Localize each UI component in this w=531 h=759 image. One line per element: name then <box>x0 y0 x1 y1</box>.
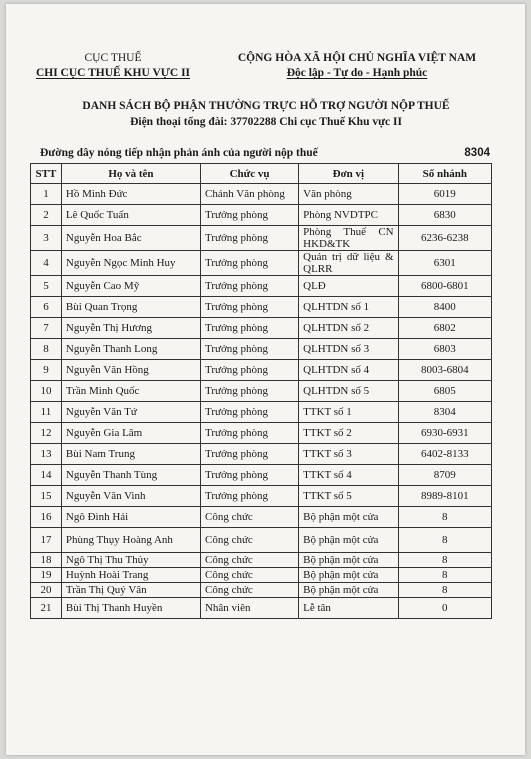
col-header-ext: Số nhánh <box>398 164 491 184</box>
cell-stt: 7 <box>31 318 62 339</box>
cell-ext: 6830 <box>398 205 491 226</box>
cell-name: Trần Thị Quý Vân <box>61 583 200 598</box>
cell-stt: 12 <box>31 423 62 444</box>
cell-name: Nguyễn Thị Hương <box>61 318 200 339</box>
cell-name: Bùi Thị Thanh Huyền <box>61 598 200 619</box>
cell-unit: Bộ phận một cửa <box>299 528 398 553</box>
agency-header <box>28 51 198 81</box>
cell-stt: 20 <box>31 583 62 598</box>
cell-stt: 2 <box>31 205 62 226</box>
cell-ext: 8304 <box>398 402 491 423</box>
table-row <box>31 444 492 465</box>
hotline-number: 8304 <box>464 147 490 159</box>
cell-stt: 8 <box>31 339 62 360</box>
cell-name: Huỳnh Hoài Trang <box>61 568 200 583</box>
cell-name: Nguyễn Hoa Bắc <box>61 226 200 251</box>
staff-table <box>30 163 492 619</box>
cell-name: Bùi Nam Trung <box>61 444 200 465</box>
cell-stt: 15 <box>31 486 62 507</box>
cell-unit: Bộ phận một cửa <box>299 507 398 528</box>
table-row <box>31 486 492 507</box>
cell-stt: 17 <box>31 528 62 553</box>
cell-position: Trưởng phòng <box>200 297 298 318</box>
hotline-row <box>40 147 500 159</box>
cell-stt: 5 <box>31 276 62 297</box>
cell-position: Trưởng phòng <box>200 402 298 423</box>
table-row <box>31 553 492 568</box>
cell-position: Trưởng phòng <box>200 423 298 444</box>
cell-name: Lê Quốc Tuấn <box>61 205 200 226</box>
cell-ext: 6236-6238 <box>398 226 491 251</box>
cell-ext: 6803 <box>398 339 491 360</box>
cell-stt: 10 <box>31 381 62 402</box>
cell-position: Trưởng phòng <box>200 318 298 339</box>
table-row <box>31 205 492 226</box>
table-row <box>31 297 492 318</box>
table-row <box>31 184 492 205</box>
cell-ext: 8989-8101 <box>398 486 491 507</box>
table-row <box>31 598 492 619</box>
agency-name: CHI CỤC THUẾ KHU VỰC II <box>35 67 191 79</box>
table-row <box>31 465 492 486</box>
cell-ext: 6019 <box>398 184 491 205</box>
table-row <box>31 339 492 360</box>
table-row <box>31 423 492 444</box>
cell-ext: 6800-6801 <box>398 276 491 297</box>
cell-ext: 6930-6931 <box>398 423 491 444</box>
table-row <box>31 318 492 339</box>
cell-name: Hồ Minh Đức <box>61 184 200 205</box>
cell-position: Công chức <box>200 583 298 598</box>
cell-stt: 19 <box>31 568 62 583</box>
cell-ext: 8400 <box>398 297 491 318</box>
cell-unit: TTKT số 5 <box>299 486 398 507</box>
cell-unit: Văn phòng <box>299 184 398 205</box>
cell-unit: QLHTDN số 1 <box>299 297 398 318</box>
cell-position: Công chức <box>200 507 298 528</box>
table-row <box>31 276 492 297</box>
cell-ext: 6802 <box>398 318 491 339</box>
table-row <box>31 381 492 402</box>
col-header-position: Chức vụ <box>200 164 298 184</box>
cell-stt: 14 <box>31 465 62 486</box>
cell-unit: Phòng NVDTPC <box>299 205 398 226</box>
cell-name: Nguyễn Văn Tứ <box>61 402 200 423</box>
cell-ext: 8 <box>398 553 491 568</box>
hotline-label: Đường dây nóng tiếp nhận phản ánh của người nộp thuế <box>40 147 318 159</box>
cell-unit: Bộ phận một cửa <box>299 568 398 583</box>
cell-position: Công chức <box>200 528 298 553</box>
country-name: CỘNG HÒA XÃ HỘI CHỦ NGHĨA VIỆT NAM <box>237 52 477 64</box>
cell-stt: 13 <box>31 444 62 465</box>
cell-stt: 11 <box>31 402 62 423</box>
cell-name: Phùng Thụy Hoàng Anh <box>61 528 200 553</box>
cell-name: Nguyễn Thanh Long <box>61 339 200 360</box>
cell-stt: 21 <box>31 598 62 619</box>
col-header-unit: Đơn vị <box>299 164 398 184</box>
cell-ext: 8 <box>398 507 491 528</box>
cell-stt: 9 <box>31 360 62 381</box>
cell-position: Trưởng phòng <box>200 465 298 486</box>
cell-unit: Phòng Thuế CN HKD&TK <box>299 226 398 251</box>
cell-ext: 0 <box>398 598 491 619</box>
cell-ext: 8003-6804 <box>398 360 491 381</box>
table-row <box>31 360 492 381</box>
cell-ext: 6805 <box>398 381 491 402</box>
cell-position: Trưởng phòng <box>200 205 298 226</box>
cell-position: Trưởng phòng <box>200 276 298 297</box>
cell-position: Trưởng phòng <box>200 486 298 507</box>
table-row <box>31 583 492 598</box>
cell-stt: 1 <box>31 184 62 205</box>
cell-position: Trưởng phòng <box>200 444 298 465</box>
cell-unit: TTKT số 2 <box>299 423 398 444</box>
cell-unit: Bộ phận một cửa <box>299 553 398 568</box>
cell-unit: Lễ tân <box>299 598 398 619</box>
table-header-row <box>31 164 492 184</box>
cell-position: Trưởng phòng <box>200 251 298 276</box>
cell-stt: 18 <box>31 553 62 568</box>
cell-position: Công chức <box>200 553 298 568</box>
table-row <box>31 528 492 553</box>
cell-stt: 3 <box>31 226 62 251</box>
switchboard-line: Điện thoại tổng đài: 37702288 Chi cục Thuế Khu vực II <box>130 116 402 128</box>
table-row <box>31 507 492 528</box>
cell-unit: TTKT số 1 <box>299 402 398 423</box>
cell-position: Nhân viên <box>200 598 298 619</box>
cell-name: Bùi Quan Trọng <box>61 297 200 318</box>
cell-name: Nguyễn Văn Hồng <box>61 360 200 381</box>
cell-position: Công chức <box>200 568 298 583</box>
table-row <box>31 251 492 276</box>
cell-name: Nguyễn Văn Vinh <box>61 486 200 507</box>
cell-ext: 8 <box>398 568 491 583</box>
cell-stt: 16 <box>31 507 62 528</box>
cell-name: Ngô Đình Hải <box>61 507 200 528</box>
cell-name: Nguyễn Thanh Tùng <box>61 465 200 486</box>
cell-position: Chánh Văn phòng <box>200 184 298 205</box>
cell-stt: 4 <box>31 251 62 276</box>
cell-name: Nguyễn Ngọc Minh Huy <box>61 251 200 276</box>
table-row <box>31 226 492 251</box>
cell-position: Trưởng phòng <box>200 339 298 360</box>
cell-unit: TTKT số 4 <box>299 465 398 486</box>
cell-unit: QLHTDN số 5 <box>299 381 398 402</box>
col-header-stt: STT <box>31 164 62 184</box>
national-header <box>228 51 486 81</box>
agency-parent: CỤC THUẾ <box>84 52 142 64</box>
cell-position: Trưởng phòng <box>200 226 298 251</box>
cell-ext: 6301 <box>398 251 491 276</box>
cell-unit: QLHTDN số 3 <box>299 339 398 360</box>
table-row <box>31 568 492 583</box>
cell-ext: 8 <box>398 528 491 553</box>
cell-unit: TTKT số 3 <box>299 444 398 465</box>
cell-unit: Quản trị dữ liệu & QLRR <box>299 251 398 276</box>
cell-position: Trưởng phòng <box>200 381 298 402</box>
col-header-name: Họ và tên <box>61 164 200 184</box>
cell-name: Nguyễn Cao Mỹ <box>61 276 200 297</box>
cell-name: Ngô Thị Thu Thủy <box>61 553 200 568</box>
table-row <box>31 402 492 423</box>
motto: Độc lập - Tự do - Hạnh phúc <box>286 67 428 79</box>
cell-ext: 8 <box>398 583 491 598</box>
cell-unit: QLHTDN số 4 <box>299 360 398 381</box>
cell-ext: 6402-8133 <box>398 444 491 465</box>
cell-ext: 8709 <box>398 465 491 486</box>
cell-unit: QLĐ <box>299 276 398 297</box>
cell-unit: Bộ phận một cửa <box>299 583 398 598</box>
cell-position: Trưởng phòng <box>200 360 298 381</box>
cell-name: Nguyễn Gia Lâm <box>61 423 200 444</box>
cell-unit: QLHTDN số 2 <box>299 318 398 339</box>
cell-stt: 6 <box>31 297 62 318</box>
cell-name: Trần Minh Quốc <box>61 381 200 402</box>
document-title: DANH SÁCH BỘ PHẬN THƯỜNG TRỰC HỖ TRỢ NGƯỜI NỘP THUẾ <box>82 100 450 112</box>
